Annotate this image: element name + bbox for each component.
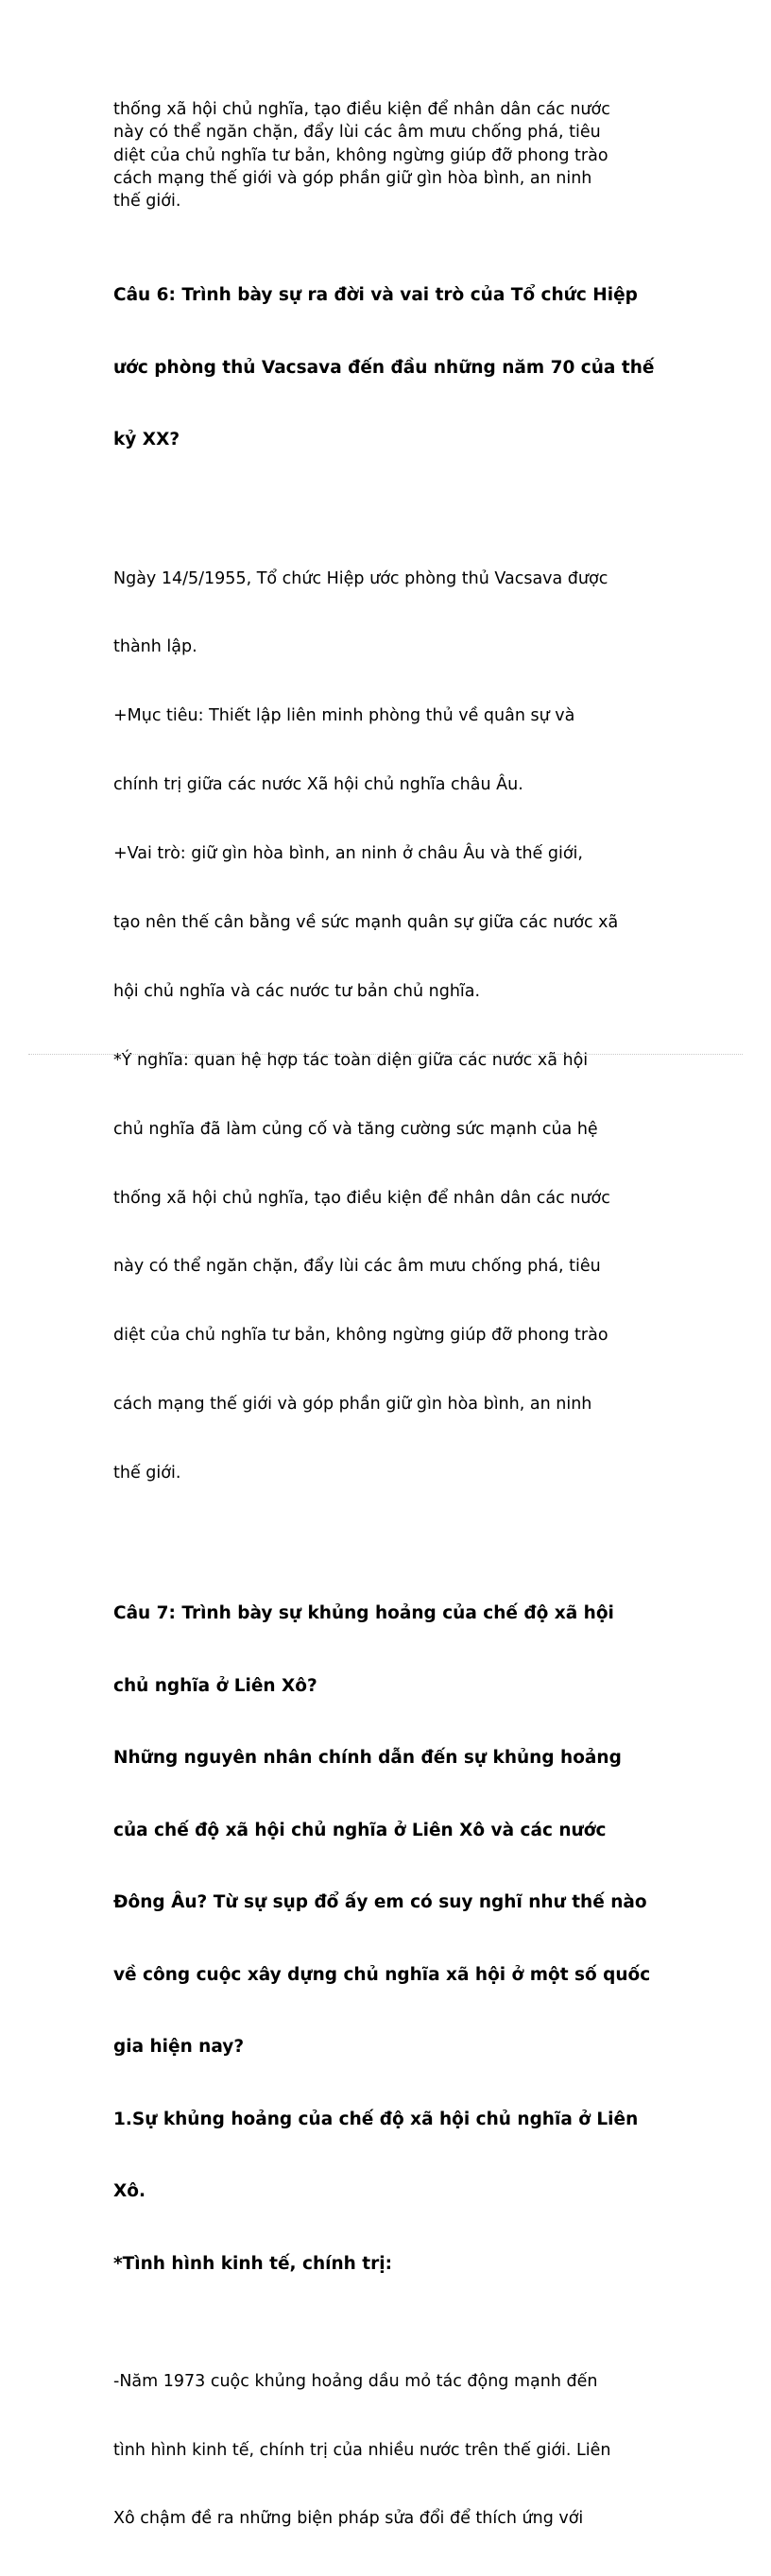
text-line: +Mục tiêu: Thiết lập liên minh phòng thủ về quân sự và — [113, 706, 575, 726]
text-line: tình hình kinh tế, chính trị của nhiều nước trên thế giới. Liên — [113, 2440, 611, 2460]
heading-line: kỷ XX? — [113, 430, 180, 450]
paragraph-spacer — [113, 212, 671, 235]
text-line: hội chủ nghĩa và các nước tư bản chủ nghĩa. — [113, 981, 481, 1001]
text-line: diệt của chủ nghĩa tư bản, không ngừng giúp đỡ phong trào — [113, 145, 608, 165]
heading-line: của chế độ xã hội chủ nghĩa ở Liên Xô và các nước — [113, 1820, 607, 1840]
text-line: chính trị giữa các nước Xã hội chủ nghĩa châu Âu. — [113, 775, 523, 795]
paragraph-spacer — [113, 500, 671, 521]
text-line: thế giới. — [113, 192, 181, 212]
question-6-body — [113, 521, 671, 1531]
heading-line: 1.Sự khủng hoảng của chế độ xã hội chủ nghĩa ở Liên — [113, 2109, 639, 2129]
text-line: Ngày 14/5/1955, Tổ chức Hiệp ước phòng thủ Vacsava được — [113, 568, 608, 588]
text-line: thế giới. — [113, 1464, 181, 1483]
heading-line: Câu 6: Trình bày sự ra đời và vai trò của Tổ chức Hiệp — [113, 285, 638, 306]
document-page — [113, 98, 671, 2576]
heading-line: gia hiện nay? — [113, 2037, 245, 2058]
text-line: này có thể ngăn chặn, đẩy lùi các âm mưu chống phá, tiêu — [113, 1257, 601, 1277]
text-line: +Vai trò: giữ gìn hòa bình, an ninh ở châu Âu và thế giới, — [113, 844, 583, 864]
heading-line: về công cuộc xây dựng chủ nghĩa xã hội ở một số quốc — [113, 1964, 651, 1985]
text-line: cách mạng thế giới và góp phần giữ gìn hòa bình, an ninh — [113, 1395, 592, 1415]
text-line: này có thể ngăn chặn, đẩy lùi các âm mưu chống phá, tiêu — [113, 123, 601, 143]
question-7-body — [113, 2324, 671, 2576]
question-6-heading — [113, 235, 671, 500]
text-line: diệt của chủ nghĩa tư bản, không ngừng giúp đỡ phong trào — [113, 1326, 608, 1346]
text-line: -Năm 1973 cuộc khủng hoảng dầu mỏ tác động mạnh đến — [113, 2371, 598, 2391]
page-footer-divider — [28, 1054, 743, 1055]
heading-line: chủ nghĩa ở Liên Xô? — [113, 1675, 317, 1696]
text-line: *Ý nghĩa: quan hệ hợp tác toàn diện giữa các nước xã hội — [113, 1050, 589, 1070]
question-7-heading — [113, 1553, 671, 2324]
text-line: tạo nên thế cân bằng về sức mạnh quân sự giữa các nước xã — [113, 913, 619, 933]
heading-line: *Tình hình kinh tế, chính trị: — [113, 2253, 392, 2274]
text-line: cách mạng thế giới và góp phần giữ gìn hòa bình, an ninh — [113, 168, 592, 188]
intro-paragraph — [113, 98, 671, 212]
text-line: thống xã hội chủ nghĩa, tạo điều kiện để nhân dân các nước — [113, 100, 610, 119]
text-line: Xô chậm đề ra những biện pháp sửa đổi để thích ứng với — [113, 2509, 584, 2529]
heading-line: Đông Âu? Từ sự sụp đổ ấy em có suy nghĩ như thế nào — [113, 1892, 647, 1913]
heading-line: Xô. — [113, 2181, 146, 2202]
text-line: thống xã hội chủ nghĩa, tạo điều kiện để nhân dân các nước — [113, 1188, 610, 1208]
heading-line: Câu 7: Trình bày sự khủng hoảng của chế độ xã hội — [113, 1603, 614, 1624]
heading-line: ước phòng thủ Vacsava đến đầu những năm 70 của thế — [113, 357, 655, 378]
text-line: thành lập. — [113, 637, 197, 657]
text-line: chủ nghĩa đã làm củng cố và tăng cường sức mạnh của hệ — [113, 1119, 598, 1139]
paragraph-spacer — [113, 1531, 671, 1553]
heading-line: Những nguyên nhân chính dẫn đến sự khủng hoảng — [113, 1748, 622, 1769]
